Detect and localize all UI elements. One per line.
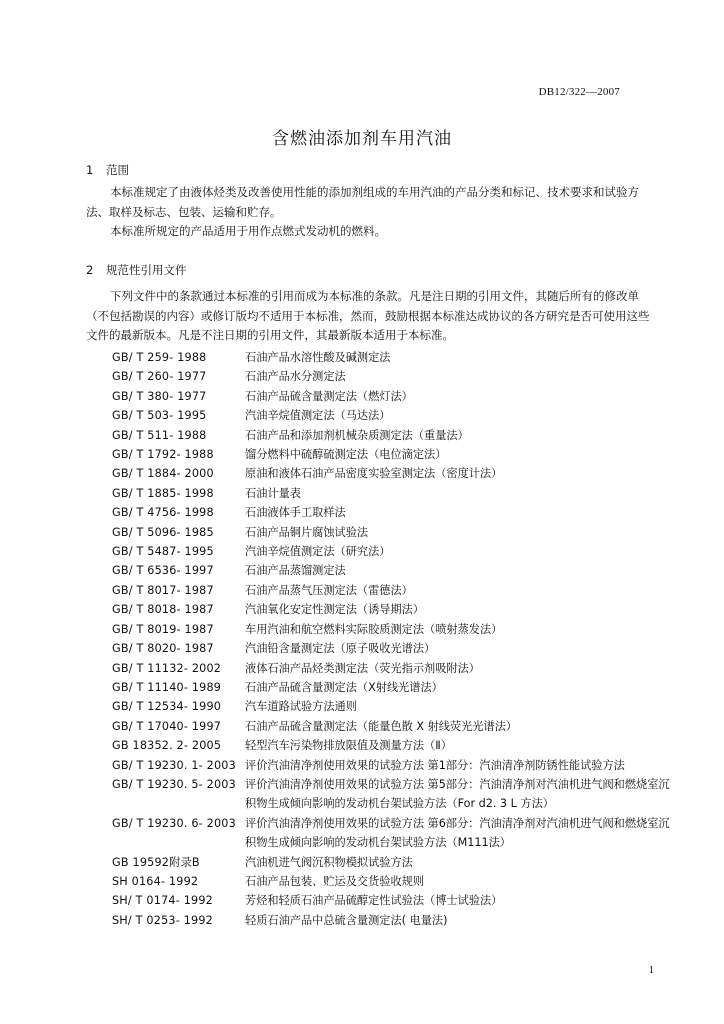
reference-title: 汽车道路试验方法通则 <box>245 700 357 714</box>
reference-item <box>112 891 672 910</box>
reference-item <box>112 348 672 367</box>
reference-title: 评价汽油清净剂使用效果的试验方法 第5部分：汽油清净剂对汽油机进气阀和燃烧室沉积物生成倾向影响的发动机台架试验方法（For d2. 3 L 方法） <box>245 777 670 811</box>
section-1-paragraph: 本标准规定了由液体烃类及改善使用性能的添加剂组成的车用汽油的产品分类和标记、技术要求和试验方法、取样及标志、包装、运输和贮存。 <box>86 185 639 219</box>
reference-code: GB 18352. 2- 2005 <box>112 739 222 753</box>
reference-item <box>112 814 672 853</box>
section-1-body <box>86 183 658 242</box>
reference-item <box>112 426 672 445</box>
reference-code: GB/ T 4756- 1998 <box>112 506 214 520</box>
section-2-intro <box>86 287 658 346</box>
reference-title: 车用汽油和航空燃料实际胶质测定法（喷射蒸发法） <box>245 622 503 636</box>
reference-code: GB/ T 12534- 1990 <box>112 700 222 714</box>
reference-code: SH 0164- 1992 <box>112 874 199 888</box>
reference-title: 液体石油产品烃类测定法（荧光指示剂吸附法） <box>245 661 480 675</box>
reference-item <box>112 775 672 814</box>
reference-title: 评价汽油清净剂使用效果的试验方法 第1部分：汽油清净剂防锈性能试验方法 <box>245 758 625 772</box>
reference-item <box>112 600 672 619</box>
reference-item <box>112 387 672 406</box>
section-1-number: 1 <box>86 163 94 177</box>
section-2-heading <box>86 262 187 278</box>
reference-code: GB/ T 259- 1988 <box>112 351 207 364</box>
reference-item <box>112 911 672 930</box>
reference-code: SH/ T 0174- 1992 <box>112 894 213 908</box>
normative-reference-list <box>112 348 672 930</box>
reference-item <box>112 678 672 697</box>
reference-code: GB/ T 19230. 1- 2003 <box>112 758 236 772</box>
reference-code: GB/ T 8018- 1987 <box>112 603 214 617</box>
reference-code: GB/ T 511- 1988 <box>112 428 207 442</box>
reference-title: 石油产品和添加剂机械杂质测定法（重量法） <box>245 428 469 442</box>
reference-item <box>112 484 672 503</box>
section-1-paragraph: 本标准所规定的产品适用于用作点燃式发动机的燃料。 <box>110 224 386 238</box>
reference-title: 石油计量表 <box>245 486 301 500</box>
reference-title: 芳烃和轻质石油产品硫醇定性试验法（博士试验法） <box>245 894 503 908</box>
reference-item <box>112 872 672 891</box>
reference-code: GB/ T 5487- 1995 <box>112 545 214 559</box>
reference-code: GB/ T 17040- 1997 <box>112 719 222 733</box>
reference-item <box>112 581 672 600</box>
reference-code: GB/ T 19230. 5- 2003 <box>112 777 236 791</box>
reference-item <box>112 542 672 561</box>
reference-code: GB 19592附录B <box>112 855 200 869</box>
reference-title: 石油产品水分测定法 <box>245 370 346 384</box>
reference-item <box>112 561 672 580</box>
reference-title: 评价汽油清净剂使用效果的试验方法 第6部分：汽油清净剂对汽油机进气阀和燃烧室沉积物生成倾向影响的发动机台架试验方法（M111法） <box>245 816 670 850</box>
reference-code: GB/ T 1792- 1988 <box>112 448 214 462</box>
reference-code: SH/ T 0253- 1992 <box>112 913 213 927</box>
reference-title: 石油产品铜片腐蚀试验法 <box>245 525 369 539</box>
reference-item <box>112 639 672 658</box>
reference-title: 馏分燃料中硫醇硫测定法（电位滴定法） <box>245 448 447 462</box>
section-1-heading <box>86 162 129 178</box>
reference-title: 石油产品水溶性酸及碱测定法 <box>245 351 391 364</box>
section-1-title: 范围 <box>106 163 129 177</box>
section-2-number: 2 <box>86 263 94 277</box>
reference-code: GB/ T 19230. 6- 2003 <box>112 816 236 830</box>
reference-item <box>112 620 672 639</box>
reference-code: GB/ T 380- 1977 <box>112 389 207 403</box>
section-2-paragraph: 下列文件中的条款通过本标准的引用而成为本标准的条款。凡是注日期的引用文件，其随后所有的修改单（不包括勘误的内容）或修订版均不适用于本标准，然而，鼓励根据本标准达成协议的各方研究是否可使用这些文件的最新版本。凡是不注日期的引用文件，其最新版本适用于本标准。 <box>86 289 650 342</box>
reference-code: GB/ T 8020- 1987 <box>112 642 214 656</box>
reference-item <box>112 697 672 716</box>
reference-code: GB/ T 1884- 2000 <box>112 467 214 481</box>
document-title: 含燃油添加剂车用汽油 <box>272 129 452 149</box>
reference-item <box>112 406 672 425</box>
reference-item <box>112 445 672 464</box>
reference-title: 汽油氧化安定性测定法（诱导期法） <box>245 603 425 617</box>
reference-title: 石油产品蒸气压测定法（雷德法） <box>245 583 413 597</box>
reference-code: GB/ T 503- 1995 <box>112 409 207 423</box>
reference-code: GB/ T 5096- 1985 <box>112 525 214 539</box>
page-number: 1 <box>648 964 654 976</box>
reference-item <box>112 756 672 775</box>
reference-title: 石油液体手工取样法 <box>245 506 346 520</box>
reference-code: GB/ T 8019- 1987 <box>112 622 214 636</box>
reference-item <box>112 464 672 483</box>
reference-item <box>112 523 672 542</box>
reference-item <box>112 367 672 386</box>
reference-item <box>112 659 672 678</box>
reference-title: 汽油辛烷值测定法（研究法） <box>245 545 391 559</box>
reference-code: GB/ T 11132- 2002 <box>112 661 222 675</box>
reference-code: GB/ T 11140- 1989 <box>112 680 222 694</box>
reference-item <box>112 503 672 522</box>
reference-code: GB/ T 1885- 1998 <box>112 486 214 500</box>
reference-item <box>112 736 672 755</box>
reference-title: 汽油铅含量测定法（原子吸收光谱法） <box>245 642 436 656</box>
reference-title: 石油产品硫含量测定法（燃灯法） <box>245 389 413 403</box>
reference-title: 石油产品硫含量测定法（能量色散 X 射线荧光光谱法） <box>245 719 518 733</box>
reference-title: 石油产品蒸馏测定法 <box>245 564 346 578</box>
reference-title: 石油产品硫含量测定法（X射线光谱法） <box>245 680 443 694</box>
section-2-title: 规范性引用文件 <box>106 263 187 277</box>
reference-title: 原油和液体石油产品密度实验室测定法（密度计法） <box>245 467 503 481</box>
reference-item <box>112 853 672 872</box>
reference-item <box>112 717 672 736</box>
reference-title: 石油产品包装、贮运及交货验收规则 <box>245 874 425 888</box>
reference-code: GB/ T 8017- 1987 <box>112 583 214 597</box>
reference-code: GB/ T 260- 1977 <box>112 370 207 384</box>
reference-title: 汽油辛烷值测定法（马达法） <box>245 409 391 423</box>
reference-title: 汽油机进气阀沉积物模拟试验方法 <box>245 855 413 869</box>
reference-title: 轻型汽车污染物排放限值及测量方法（Ⅱ） <box>245 739 452 753</box>
reference-title: 轻质石油产品中总硫含量测定法( 电量法) <box>245 913 448 927</box>
document-code: DB12/322—2007 <box>538 86 620 98</box>
reference-code: GB/ T 6536- 1997 <box>112 564 214 578</box>
